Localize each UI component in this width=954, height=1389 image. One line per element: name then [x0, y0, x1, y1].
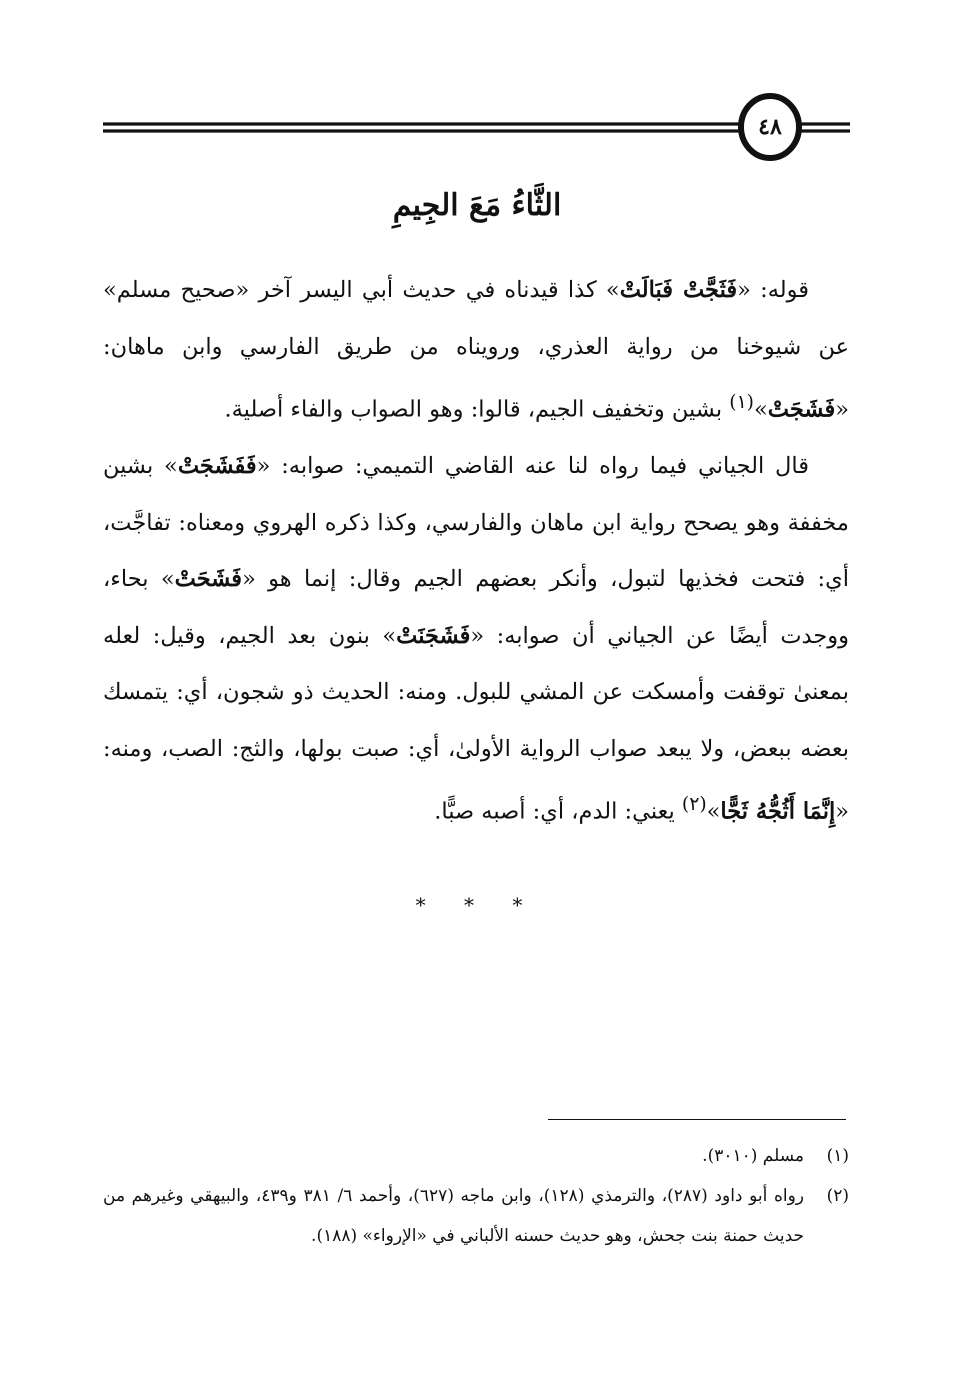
text-segment: » بحاء، ووجدت أيضًا عن الجياني أن صوابه: «: [103, 566, 850, 649]
footnote-divider: [548, 1119, 846, 1120]
hadith-word: فَثَجَّتْ فَبَالَتْ: [619, 277, 738, 303]
section-separator: * * *: [415, 893, 539, 917]
page-header: [0, 0, 954, 170]
footnote-text: مسلم (٣٠١٠).: [702, 1146, 804, 1166]
page-number: ٤٨: [758, 114, 782, 140]
hadith-word: فَشَجَتْ: [767, 396, 836, 423]
footnote-number: (٢): [826, 1186, 849, 1206]
text-segment: يعني: الدم، أي: أصبه صبًّا.: [434, 798, 682, 825]
body-text: [103, 262, 849, 840]
footnote-ref-1: (١): [729, 392, 754, 413]
text-segment: قال الجياني فيما رواه لنا عنه القاضي التميمي: صوابه: «: [256, 453, 810, 479]
text-segment: » بشين مخففة وهو يصحح رواية ابن ماهان والفارسي، وكذا ذكره الهروي ومعناه: تفاجَّت، أي: فتحت فخذيها لتبول، وأنكر بعضهم الجيم وقال: إنما هو «: [103, 453, 850, 592]
footnote-number: (١): [826, 1146, 849, 1166]
footnote: [103, 1176, 849, 1256]
footnote-text: رواه أبو داود (٢٨٧)، والترمذي (١٢٨)، وابن ماجه (٦٢٧)، وأحمد ٦/ ٣٨١ و٤٣٩، والبيهقي وغيرهم من حديث حمنة بنت جحش، وهو حديث حسنه الألباني في «الإرواء» (١٨٨).: [103, 1186, 804, 1246]
paragraph-1: [103, 262, 849, 438]
footnotes: [103, 1136, 849, 1256]
text-segment: بشين وتخفيف الجيم، قالوا: وهو الصواب والفاء أصلية.: [224, 396, 730, 423]
section-title: الثَّاءُ مَعَ الجِيمِ: [392, 188, 562, 223]
footnote-ref-2: (٢): [681, 794, 707, 815]
text-segment: » كذا قيدناه في حديث أبي اليسر آخر «صحيح مسلم» عن شيوخنا من رواية العذري، ورويناه من طريق الفارسي وابن ماهان: «: [103, 277, 849, 423]
text-segment: » بنون بعد الجيم، وقيل: لعله بمعنىٰ توقفت وأمسكت عن المشي للبول. ومنه: الحديث ذو شجون، أي: يتمسك بعضه ببعض، ولا يبعد صواب الرواية الأولىٰ، أي: صبت بولها، والثج: الصب، ومنه: «: [103, 622, 849, 825]
header-ornament: [0, 0, 954, 170]
text-segment: قوله: «: [737, 277, 810, 303]
footnote: [103, 1136, 849, 1176]
hadith-word: إِنَّمَا أَثُجُّهُ ثَجًّا: [720, 798, 836, 825]
hadith-word: فَشَجَنَتْ: [396, 622, 471, 649]
text-segment: »: [706, 798, 721, 825]
hadith-word: فَفَشَجَتْ: [177, 453, 257, 479]
text-segment: »: [753, 396, 768, 423]
paragraph-2: [103, 438, 849, 840]
hadith-word: فَشَحَتْ: [174, 566, 243, 592]
